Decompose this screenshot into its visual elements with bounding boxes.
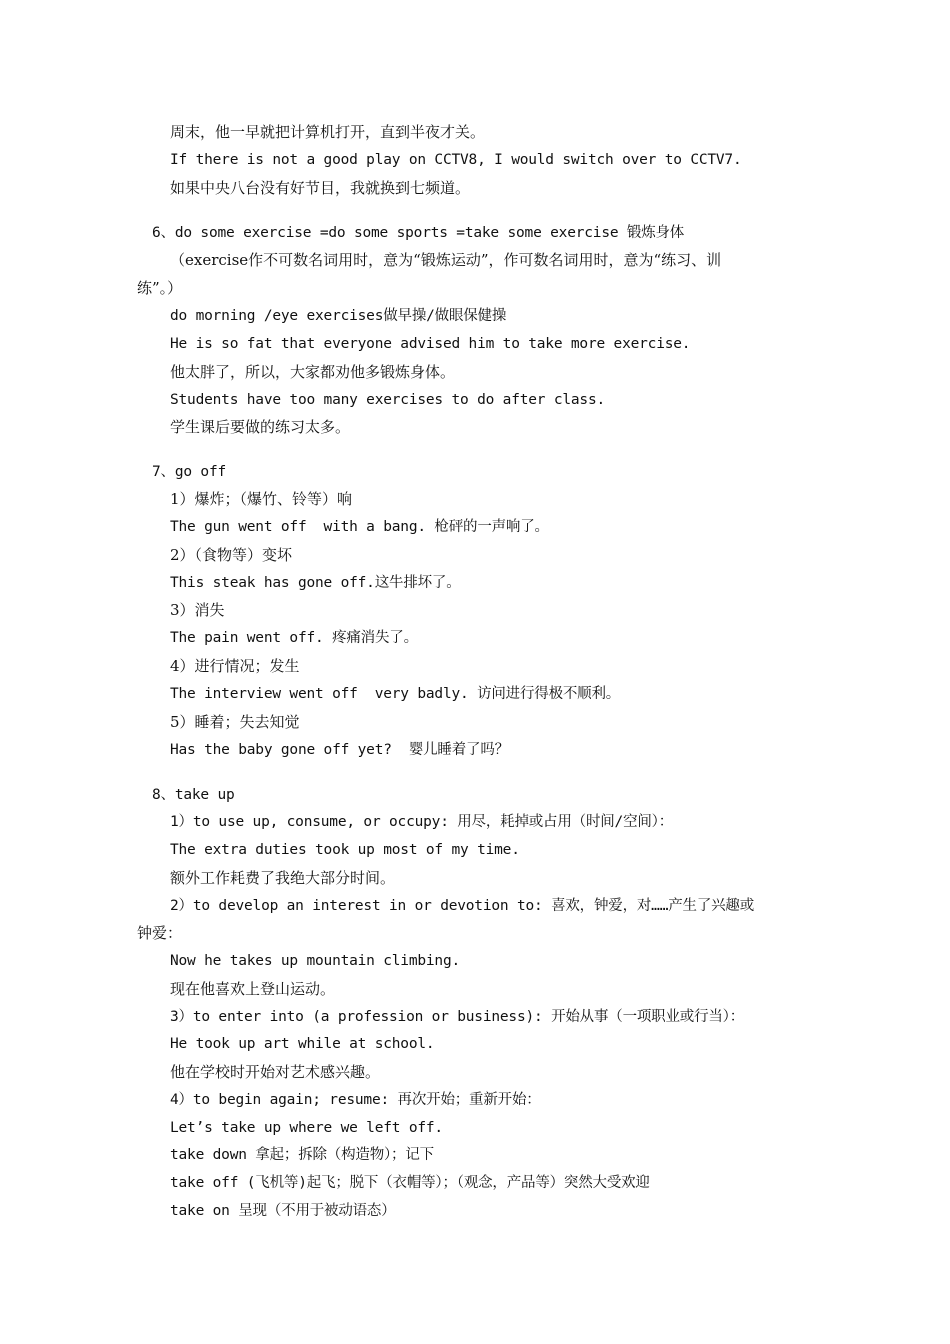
text-line: do morning /eye exercises做早操/做眼保健操 [170, 308, 507, 324]
text-line: 4）进行情况；发生 [170, 657, 300, 675]
text-line: The pain went off. 疼痛消失了。 [170, 630, 418, 646]
text-line: 3）to enter into (a profession or business): 开始从事（一项职业或行当）： [170, 1009, 745, 1025]
text-line: 他太胖了，所以，大家都劝他多锻炼身体。 [170, 363, 456, 381]
text-line: 3）消失 [170, 601, 225, 619]
section-heading: 7、go off [152, 464, 227, 480]
text-line: The extra duties took up most of my time. [170, 842, 520, 858]
text-line: 学生课后要做的练习太多。 [170, 418, 351, 436]
text-line: take on 呈现（不用于被动语态） [170, 1203, 396, 1219]
text-line: 2）（食物等）变坏 [170, 546, 293, 564]
section-heading: 6、do some exercise =do some sports =take some exercise 锻炼身体 [152, 225, 685, 241]
text-line: Students have too many exercises to do after class. [170, 392, 606, 408]
text-line: He is so fat that everyone advised him to take more exercise. [170, 336, 691, 352]
text-line: 练”。） [137, 279, 183, 297]
text-line: The interview went off very badly. 访问进行得极不顺利。 [170, 686, 621, 702]
text-line: Let’s take up where we left off. [170, 1120, 443, 1136]
text-line: Now he takes up mountain climbing. [170, 953, 461, 969]
text-line: 周末，他一早就把计算机打开，直到半夜才关。 [170, 123, 486, 141]
text-line: Has the baby gone off yet? 婴儿睡着了吗？ [170, 742, 509, 758]
text-line: 他在学校时开始对艺术感兴趣。 [170, 1063, 381, 1081]
text-line: He took up art while at school. [170, 1036, 435, 1052]
section-heading: 8、take up [152, 787, 235, 803]
text-line: 1）爆炸；（爆竹、铃等）响 [170, 490, 353, 508]
text-line: 如果中央八台没有好节目，我就换到七频道。 [170, 179, 471, 197]
text-line: 现在他喜欢上登山运动。 [170, 980, 336, 998]
text-line: take off (飞机等)起飞；脱下（衣帽等）；（观念，产品等）突然大受欢迎 [170, 1175, 650, 1191]
text-line: If there is not a good play on CCTV8, I would switch over to CCTV7. [170, 152, 742, 168]
text-line: 4）to begin again; resume: 再次开始；重新开始： [170, 1092, 541, 1108]
text-line: 额外工作耗费了我绝大部分时间。 [170, 869, 396, 887]
text-line: 1）to use up, consume, or occupy: 用尽，耗掉或占用（时间/空间）： [170, 814, 674, 830]
text-line: This steak has gone off.这牛排坏了。 [170, 575, 461, 591]
text-line: （exercise作不可数名词用时，意为“锻炼运动”，作可数名词用时，意为“练习、训 [170, 251, 722, 269]
text-line: 2）to develop an interest in or devotion to: 喜欢，钟爱，对……产生了兴趣或 [170, 898, 755, 914]
text-line: 5）睡着；失去知觉 [170, 713, 300, 731]
text-line: The gun went off with a bang. 枪砰的一声响了。 [170, 519, 549, 535]
text-line: take down 拿起；拆除（构造物）；记下 [170, 1147, 434, 1163]
text-line: 钟爱： [137, 924, 183, 942]
